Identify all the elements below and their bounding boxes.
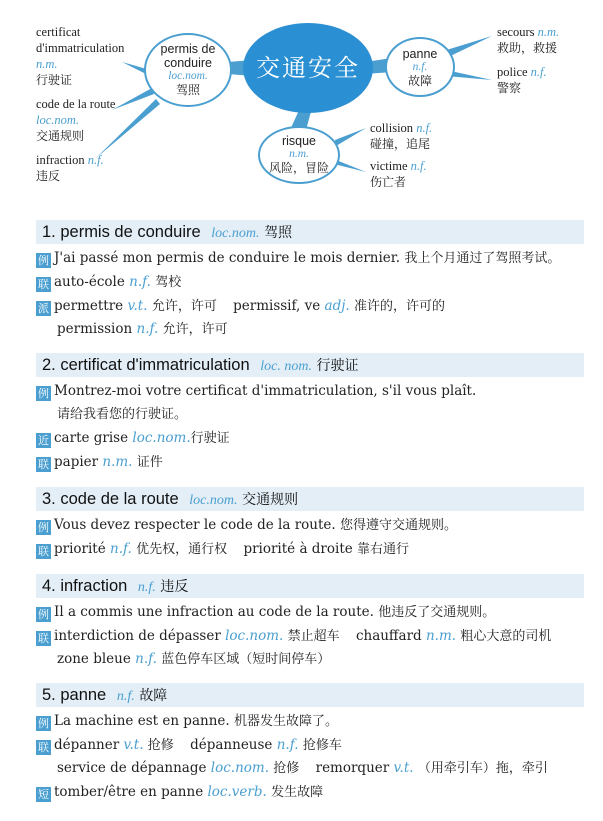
center-topic: 交通安全 [243,23,373,113]
section-zh: 行驶证 [316,358,359,374]
bubble-pos: n.f. [412,61,428,73]
derived-pos: adj. [324,298,350,314]
example-badge-icon: 例 [38,387,49,400]
example-line [36,382,476,401]
related-fr: service de dépannage [57,760,207,776]
phrase-zh: 发生故障 [271,785,324,800]
related-zh: 蓝色停车区域（短时间停车） [161,652,331,667]
derived-pos: n.f. [136,321,159,337]
map-item-secours [497,24,559,56]
bubble-zh: 驾照 [175,83,200,97]
related-badge-icon: 联 [38,632,49,645]
related-badge-icon: 联 [38,545,49,558]
bubble-pos: loc.nom. [168,70,208,82]
section-zh: 故障 [139,688,168,704]
map-item-fr: secours [497,25,535,39]
section-title [42,685,167,705]
map-item-fr: collision [370,121,414,135]
related-fr: zone bleue [57,651,131,667]
bubble-zh: 故障 [407,74,432,88]
section-pos: n.f. [116,689,135,704]
section-pos: n.f. [137,580,156,595]
related-pos: n.f. [276,737,299,753]
related-line [36,453,163,472]
related-zh: 禁止超车 [287,629,340,644]
related-pos: v.t. [123,737,144,753]
example-zh: 他违反了交通规则。 [378,605,496,620]
bubble-risque [258,126,340,184]
map-item-zh: 交通规则 [36,129,85,143]
bubble-zh: 风险，冒险 [268,161,329,175]
example-zh: 请给我看您的行驶证。 [57,407,188,422]
map-item-pos: n.m. [36,57,58,71]
related-pos: n.f. [110,541,132,557]
map-item-pos: loc.nom. [36,113,80,127]
section-header-panne [36,683,584,707]
example-badge-icon: 例 [38,254,49,267]
example-fr: J'ai passé mon permis de conduire le mois dernier. [54,250,401,266]
section-title [42,222,292,242]
related-zh: 粗心大意的司机 [460,629,552,644]
example-badge-icon: 例 [38,717,49,730]
section-title-text: 5. panne [42,686,107,704]
example-line [36,603,495,622]
map-item-infraction [36,152,104,184]
example-fr: La machine est en panne. [54,713,230,729]
related-zh: 抢修 [273,761,300,776]
map-item-pos: n.f. [530,65,547,79]
map-item-zh: 行驶证 [36,73,73,87]
derived-zh: 准许的，许可的 [353,299,445,314]
derived-fr: permissif, ve [233,298,321,314]
related-zh: 抢修 [147,738,174,753]
related-fr: auto-école [54,274,125,290]
section-title-text: 4. infraction [42,577,128,595]
related-line [36,736,342,755]
section-zh: 交通规则 [242,492,299,508]
map-item-pos: n.f. [410,159,427,173]
related-line [36,273,181,292]
bubble-title: permis de [160,42,216,56]
section-zh: 违反 [160,579,189,595]
example-line-zh [57,405,187,424]
related-fr: dépanner [54,737,120,753]
phrase-badge-icon: 短 [38,788,49,801]
connector-collision [335,128,366,146]
related-badge-icon: 联 [38,741,49,754]
related-pos: loc.nom. [210,760,269,776]
related-pos: n.m. [102,454,133,470]
section-title-text: 1. permis de conduire [42,223,201,241]
section-title [42,489,298,509]
map-item-zh: 伤亡者 [370,175,407,189]
related-zh: 优先权，通行权 [136,542,228,557]
related-fr: chauffard [355,628,422,644]
example-line [36,249,560,268]
map-item-code [36,96,115,144]
derived-line [36,297,445,316]
section-title-text: 2. certificat d'immatriculation [42,356,250,374]
derived-fr: permission [57,321,133,337]
section-header-infraction [36,574,584,598]
example-zh: 我上个月通过了驾照考试。 [404,251,561,266]
phrase-line [36,783,323,802]
section-header-certificat [36,353,584,377]
map-item-fr: police [497,65,528,79]
map-item-police [497,64,547,96]
example-badge-icon: 例 [38,521,49,534]
section-header-code [36,487,584,511]
phrase-fr: tomber/être en panne [54,784,204,800]
synonym-zh: 行驶证 [190,431,230,446]
bubble-permis [144,33,232,107]
related-line-cont [57,650,330,669]
map-item-zh: 碰撞，追尾 [370,137,431,151]
section-title [42,355,359,375]
map-item-pos: n.f. [416,121,433,135]
related-pos: n.f. [135,651,157,667]
bubble-title: conduire [164,56,212,70]
example-line [36,712,338,731]
example-fr: Montrez-moi votre certificat d'immatriculation, s'il vous plaît. [54,383,477,399]
map-item-fr: victime [370,159,408,173]
map-item-zh: 警察 [497,81,522,95]
section-title-text: 3. code de la route [42,490,179,508]
related-pos: v.t. [393,760,414,776]
related-line-cont [57,759,548,778]
related-fr: interdiction de dépasser [54,628,221,644]
map-item-certificat [36,24,124,88]
related-badge-icon: 联 [38,278,49,291]
related-fr: priorité [54,541,106,557]
synonym-fr: carte grise [54,430,129,446]
related-fr: dépanneuse [190,737,273,753]
related-pos: n.m. [425,628,457,644]
section-pos: loc.nom. [211,226,260,241]
section-pos: loc.nom. [189,493,238,508]
related-pos: loc.nom. [225,628,284,644]
related-zh: 抢修车 [302,738,342,753]
related-zh: 驾校 [155,275,182,290]
section-title [42,576,188,596]
map-item-fr: infraction [36,153,85,167]
section-pos: loc. nom. [260,359,312,374]
derived-pos: v.t. [127,298,148,314]
derived-line-cont [57,320,228,339]
mind-map [0,0,603,200]
map-item-zh: 违反 [36,169,61,183]
map-item-fr: code de la route [36,97,116,111]
map-item-fr: certificat [36,25,81,39]
bubble-pos: n.m. [289,148,309,160]
map-item-pos: n.m. [537,25,560,39]
synonym-badge-icon: 近 [38,434,49,447]
map-item-pos: n.f. [87,153,104,167]
related-badge-icon: 联 [38,458,49,471]
section-zh: 驾照 [264,225,293,241]
phrase-pos: loc.verb. [207,784,267,800]
derived-fr: permettre [54,298,124,314]
derived-badge-icon: 派 [38,302,49,315]
synonym-line [36,429,230,448]
related-line [36,627,551,646]
example-badge-icon: 例 [38,608,49,621]
related-zh: （用牵引车）拖，牵引 [417,761,548,776]
synonym-pos: loc.nom. [132,430,191,446]
related-fr: remorquer [315,760,390,776]
example-line [36,516,457,535]
section-header-permis [36,220,584,244]
example-zh: 您得遵守交通规则。 [340,518,458,533]
map-item-zh: 救助，救援 [497,41,558,55]
derived-zh: 允许，许可 [151,299,217,314]
map-item-collision [370,120,432,152]
map-item-fr: d'immatriculation [36,41,125,55]
bubble-title: risque [281,134,317,148]
bubble-panne [385,37,455,97]
related-pos: n.f. [129,274,151,290]
related-fr: priorité à droite [243,541,353,557]
bubble-title: panne [402,47,438,61]
derived-zh: 允许，许可 [162,322,228,337]
example-fr: Il a commis une infraction au code de la route. [54,604,374,620]
related-zh: 靠右通行 [357,542,410,557]
example-zh: 机器发生故障了。 [233,714,338,729]
related-line [36,540,409,559]
example-fr: Vous devez respecter le code de la route. [54,517,336,533]
related-fr: papier [54,454,99,470]
related-zh: 证件 [136,455,163,470]
map-item-victime [370,158,427,190]
